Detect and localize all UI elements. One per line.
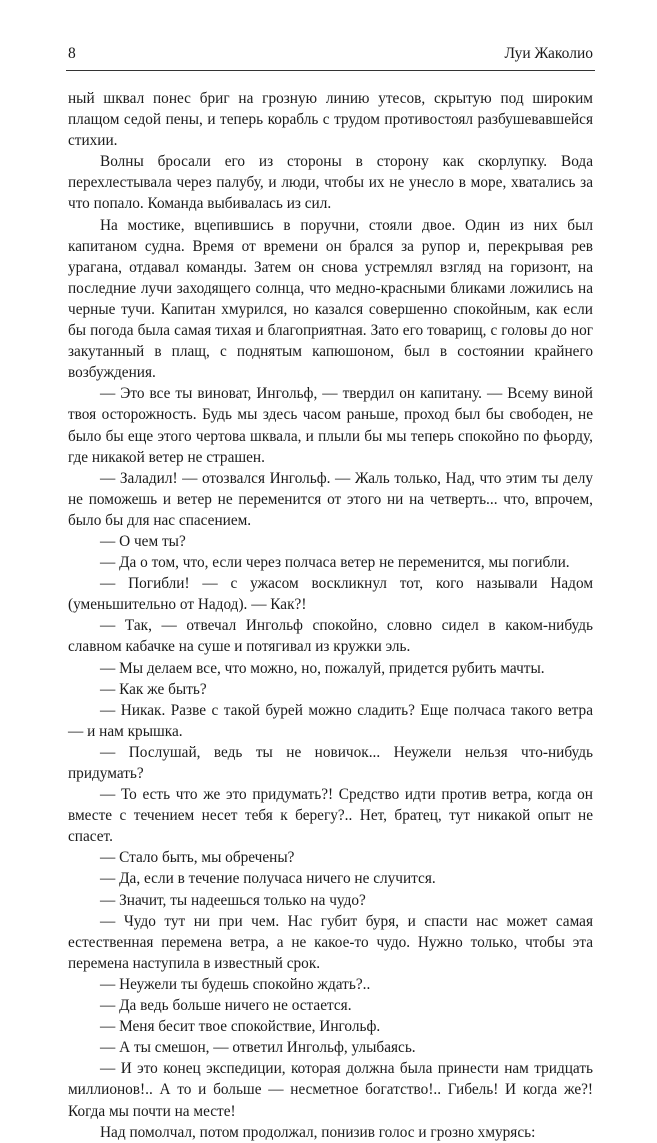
- paragraph: — Никак. Разве с такой бурей можно сладить? Еще полчаса такого ветра — и нам крышка.: [68, 701, 593, 740]
- paragraph: — А ты смешон, — ответил Ингольф, улыбаясь.: [100, 1039, 416, 1057]
- paragraph: — Стало быть, мы обречены?: [100, 849, 295, 867]
- paragraph: На мостике, вцепившись в поручни, стояли двое. Один из них был капитаном судна. Время от времени он брался за рупор и, перекрывая рев урагана, отдавал команды. Затем он снова устремлял взгляд на горизонт, на последние лучи заходящего солнца, что медно-красными бликами ложились на черные тучи. Капитан хмурился, но казался совершенно спокойным, как если бы погода была самая тихая и благоприятная. Зато его товарищ, с головы до ног закутанный в плащ, с поднятым капюшоном, был в состоянии крайнего возбуждения.: [68, 216, 593, 382]
- paragraph: — Как же быть?: [100, 680, 207, 698]
- body-text: [68, 88, 593, 1143]
- paragraph: — Меня бесит твое спокойствие, Ингольф.: [100, 1018, 381, 1036]
- paragraph: — Это все ты виноват, Ингольф, — твердил он капитану. — Всему виной твоя осторожность. Будь мы здесь часом раньше, проход был бы свободен, не было бы еще этого чертова шквала, и плыли бы мы теперь спокойно по фьорду, где никакой ветер не страшен.: [68, 385, 593, 466]
- paragraph: — Значит, ты надеешься только на чудо?: [100, 891, 366, 909]
- paragraph: — Неужели ты будешь спокойно ждать?..: [100, 975, 371, 993]
- running-title: Луи Жаколио: [504, 45, 593, 62]
- paragraph: — Погибли! — с ужасом воскликнул тот, кого называли Надом (уменьшительно от Надод). — Как?!: [68, 575, 593, 614]
- running-head: [68, 44, 593, 66]
- paragraph: Волны бросали его из стороны в сторону как скорлупку. Вода перехлестывала через палубу, и люди, чтобы их не унесло в море, хватались за что попало. Команда выбивалась из сил.: [68, 153, 593, 213]
- paragraph: — И это конец экспедиции, которая должна была принести нам тридцать миллионов!.. А то и больше — несметное богатство!.. Гибель! И когда же?! Когда мы почти на месте!: [68, 1060, 593, 1120]
- paragraph: — Да о том, что, если через полчаса ветер не переменится, мы погибли.: [100, 554, 570, 572]
- paragraph: — Заладил! — отозвался Ингольф. — Жаль только, Над, что этим ты делу не поможешь и ветер не переменится от этого ни на четверть... что, впрочем, было бы для нас спасением.: [68, 469, 593, 529]
- paragraph: ный шквал понес бриг на грозную линию утесов, скрытую под широким плащом седой пены, и теперь корабль с трудом противостоял разбушевавшейся стихии.: [68, 90, 593, 150]
- paragraph: — Так, — отвечал Ингольф спокойно, словно сидел в каком-нибудь славном кабачке на суше и потягивал из кружки эль.: [68, 617, 593, 656]
- paragraph: — То есть что же это придумать?! Средство идти против ветра, когда он вместе с течением несет тебя к берегу?.. Нет, братец, тут никакой опыт не спасет.: [68, 786, 593, 846]
- paragraph: — Послушай, ведь ты не новичок... Неужели нельзя что-нибудь придумать?: [68, 743, 593, 782]
- paragraph: — Да ведь больше ничего не остается.: [100, 997, 352, 1015]
- page-number: 8: [68, 45, 76, 62]
- paragraph: — Да, если в течение получаса ничего не случится.: [100, 870, 436, 888]
- paragraph: — Мы делаем все, что можно, но, пожалуй, придется рубить мачты.: [100, 659, 545, 677]
- paragraph: Над помолчал, потом продолжал, понизив голос и грозно хмурясь:: [100, 1123, 536, 1141]
- paragraph: — Чудо тут ни при чем. Нас губит буря, и спасти нас может самая естественная перемена ветра, а не какое-то чудо. Нужно только, чтобы эта перемена наступила в известный срок.: [68, 912, 593, 972]
- header-rule: [66, 70, 595, 71]
- paragraph: — О чем ты?: [100, 532, 186, 550]
